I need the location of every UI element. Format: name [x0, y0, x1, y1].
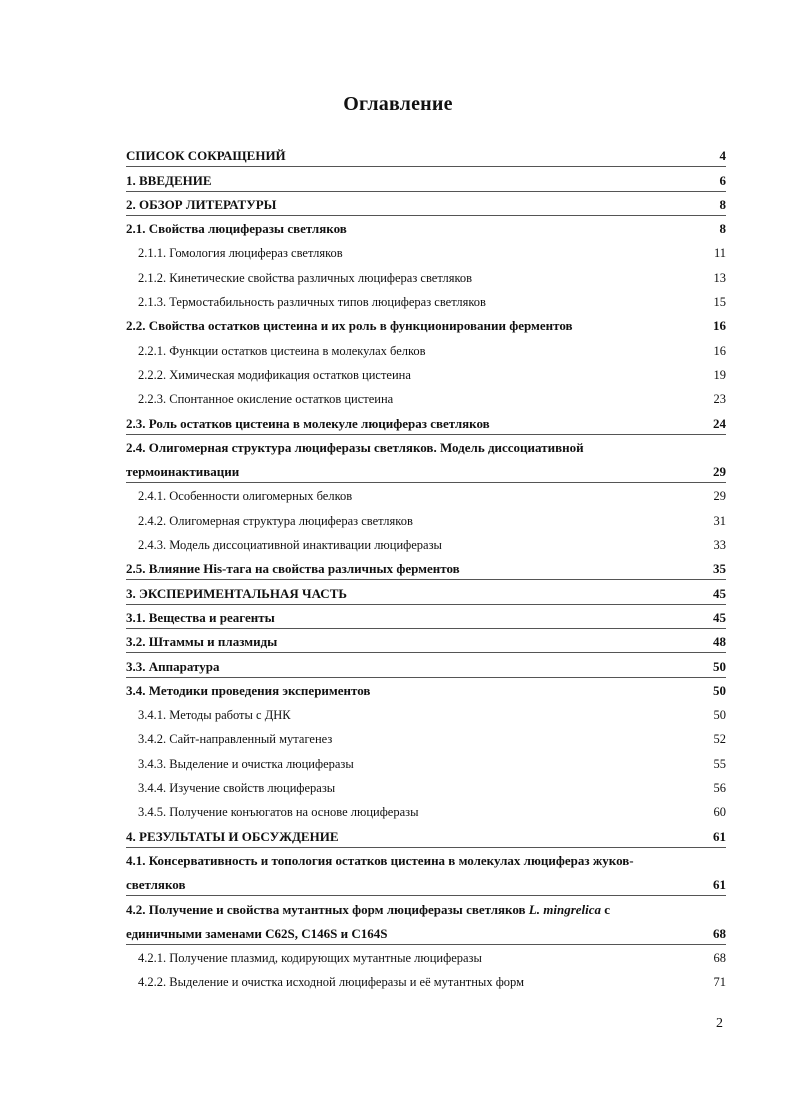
- toc-entry[interactable]: [126, 167, 726, 191]
- toc-entry[interactable]: [126, 240, 726, 264]
- toc-entry-page: 50: [713, 682, 726, 698]
- toc-entry-page: 35: [713, 561, 726, 577]
- toc-entry[interactable]: [126, 337, 726, 361]
- toc-entry-label: 2.5. Влияние His-тага на свойства различных ферментов: [126, 561, 460, 577]
- toc-entry-label: 3.1. Вещества и реагенты: [126, 609, 275, 625]
- toc-entry-page: 8: [719, 196, 726, 212]
- toc-entry[interactable]: [126, 678, 726, 702]
- toc-entry-label: 2.1. Свойства люциферазы светляков: [126, 221, 347, 237]
- toc-entry-page: 55: [713, 756, 726, 771]
- toc-entry-label: 4.1. Консервативность и топология остатков цистеина в молекулах люцифераз жуков-: [126, 852, 634, 868]
- toc-entry[interactable]: [126, 750, 726, 774]
- toc-entry-label: 2.4.2. Олигомерная структура люцифераз светляков: [138, 513, 413, 528]
- toc-entry-page: 4: [719, 148, 726, 164]
- toc-entry-label: 2.2.1. Функции остатков цистеина в молекулах белков: [138, 343, 426, 358]
- toc-entry-label: 3. ЭКСПЕРИМЕНТАЛЬНАЯ ЧАСТЬ: [126, 585, 347, 601]
- page-title: Оглавление: [343, 93, 453, 115]
- toc-entry-label: 2.2.3. Спонтанное окисление остатков цистеина: [138, 392, 394, 407]
- toc-entry-label: 4.2.1. Получение плазмид, кодирующих мутантные люциферазы: [138, 951, 482, 966]
- toc-entry-page: 29: [713, 489, 726, 504]
- toc-entry-page: 45: [713, 585, 726, 601]
- toc-entry-page: 23: [713, 392, 726, 407]
- toc-entry-label: 3.2. Штаммы и плазмиды: [126, 634, 278, 650]
- toc-entry-label: 2. ОБЗОР ЛИТЕРАТУРЫ: [126, 196, 277, 212]
- toc-entry[interactable]: [126, 629, 726, 653]
- toc-entry[interactable]: [126, 362, 726, 386]
- toc-entry[interactable]: [126, 726, 726, 750]
- page-number: 2: [716, 1016, 723, 1031]
- toc-entry[interactable]: [126, 410, 726, 434]
- toc-entry[interactable]: [126, 289, 726, 313]
- toc-entry-label-cont: термоинактивации: [126, 464, 240, 480]
- toc-entry-label: 4. РЕЗУЛЬТАТЫ И ОБСУЖДЕНИЕ: [126, 828, 339, 844]
- toc-entry-label: 2.3. Роль остатков цистеина в молекуле люцифераз светляков: [126, 415, 490, 431]
- toc-entry[interactable]: [126, 313, 726, 337]
- toc-entry[interactable]: [126, 386, 726, 410]
- table-of-contents: [126, 143, 726, 993]
- toc-entry-label: 2.4.1. Особенности олигомерных белков: [138, 489, 353, 504]
- toc-entry-page: 52: [713, 732, 726, 747]
- toc-entry[interactable]: [126, 702, 726, 726]
- toc-entry-label: 2.1.1. Гомология люцифераз светляков: [138, 246, 343, 261]
- toc-entry-page: 68: [713, 951, 726, 966]
- toc-entry-label: 3.4.4. Изучение свойств люциферазы: [138, 781, 336, 796]
- toc-entry-page: 48: [713, 634, 726, 650]
- toc-entry[interactable]: [126, 605, 726, 629]
- toc-entry-page: 33: [713, 538, 726, 553]
- toc-entry-page: 61: [713, 877, 726, 893]
- toc-entry-page: 68: [713, 925, 726, 941]
- toc-entry-label: 2.1.3. Термостабильность различных типов люцифераз светляков: [138, 295, 486, 310]
- toc-entry-page: 29: [713, 464, 726, 480]
- toc-entry-page: 13: [713, 270, 726, 285]
- toc-entry-label: 2.2.2. Химическая модификация остатков цистеина: [138, 367, 411, 382]
- toc-entry-page: 24: [713, 415, 726, 431]
- toc-entry-label: 2.2. Свойства остатков цистеина и их роль в функционировании ферментов: [126, 318, 573, 334]
- toc-entry-page: 50: [713, 658, 726, 674]
- toc-entry-page: 6: [719, 172, 726, 188]
- toc-entry-label: 3.4.2. Сайт-направленный мутагенез: [138, 732, 333, 747]
- toc-entry-label: 2.1.2. Кинетические свойства различных люцифераз светляков: [138, 270, 473, 285]
- toc-entry-label-text: с: [601, 901, 611, 917]
- toc-entry-label: 1. ВВЕДЕНИЕ: [126, 172, 212, 188]
- toc-entry-label: СПИСОК СОКРАЩЕНИЙ: [126, 148, 286, 164]
- toc-entry-page: 16: [713, 343, 726, 358]
- toc-entry[interactable]: [126, 580, 726, 604]
- toc-entry-page: 60: [713, 805, 726, 820]
- toc-entry-label-cont: светляков: [126, 877, 186, 893]
- toc-entry[interactable]: [126, 799, 726, 823]
- toc-entry[interactable]: [126, 192, 726, 216]
- toc-entry[interactable]: [126, 143, 726, 167]
- toc-entry[interactable]: [126, 459, 726, 483]
- toc-entry-label: [126, 902, 610, 921]
- toc-entry[interactable]: [126, 969, 726, 993]
- toc-entry[interactable]: [126, 823, 726, 847]
- toc-entry-page: 19: [713, 367, 726, 382]
- toc-entry-page: 56: [713, 781, 726, 796]
- toc-entry[interactable]: [126, 507, 726, 531]
- toc-entry-label: 2.4.3. Модель диссоциативной инактивации люциферазы: [138, 538, 442, 553]
- toc-entry-page: 11: [713, 246, 726, 261]
- toc-entry-label: 4.2.2. Выделение и очистка исходной люциферазы и её мутантных форм: [138, 975, 525, 990]
- toc-entry[interactable]: [126, 872, 726, 896]
- toc-entry[interactable]: [126, 216, 726, 240]
- toc-entry-line[interactable]: [126, 435, 726, 459]
- toc-entry[interactable]: [126, 264, 726, 288]
- toc-entry-label: 3.4.5. Получение конъюгатов на основе люциферазы: [138, 805, 419, 820]
- toc-entry-page: 45: [713, 609, 726, 625]
- toc-entry-page: 71: [713, 975, 726, 990]
- toc-entry-label: 3.4.1. Методы работы с ДНК: [138, 708, 291, 723]
- species-name: L. mingrelica: [528, 901, 602, 917]
- toc-entry-line[interactable]: [126, 896, 726, 920]
- toc-entry[interactable]: [126, 532, 726, 556]
- toc-entry[interactable]: [126, 653, 726, 677]
- toc-entry-page: 31: [713, 513, 726, 528]
- toc-entry-label: 3.3. Аппаратура: [126, 658, 220, 674]
- toc-entry-page: 15: [713, 295, 726, 310]
- toc-entry-page: 50: [713, 708, 726, 723]
- toc-entry-label-cont: единичными заменами C62S, C146S и C164S: [126, 925, 388, 941]
- toc-entry[interactable]: [126, 483, 726, 507]
- toc-entry[interactable]: [126, 775, 726, 799]
- toc-entry-label: 3.4.3. Выделение и очистка люциферазы: [138, 756, 354, 771]
- toc-entry[interactable]: [126, 556, 726, 580]
- toc-entry[interactable]: [126, 921, 726, 945]
- toc-entry-label: 3.4. Методики проведения экспериментов: [126, 682, 371, 698]
- toc-entry[interactable]: [126, 945, 726, 969]
- toc-entry-page: 8: [719, 221, 726, 237]
- toc-entry-label-text: 4.2. Получение и свойства мутантных форм люциферазы светляков: [126, 901, 529, 917]
- toc-entry-label: 2.4. Олигомерная структура люциферазы светляков. Модель диссоциативной: [126, 439, 584, 455]
- toc-entry-page: 16: [713, 318, 726, 334]
- toc-entry-line[interactable]: [126, 848, 726, 872]
- toc-entry-page: 61: [713, 828, 726, 844]
